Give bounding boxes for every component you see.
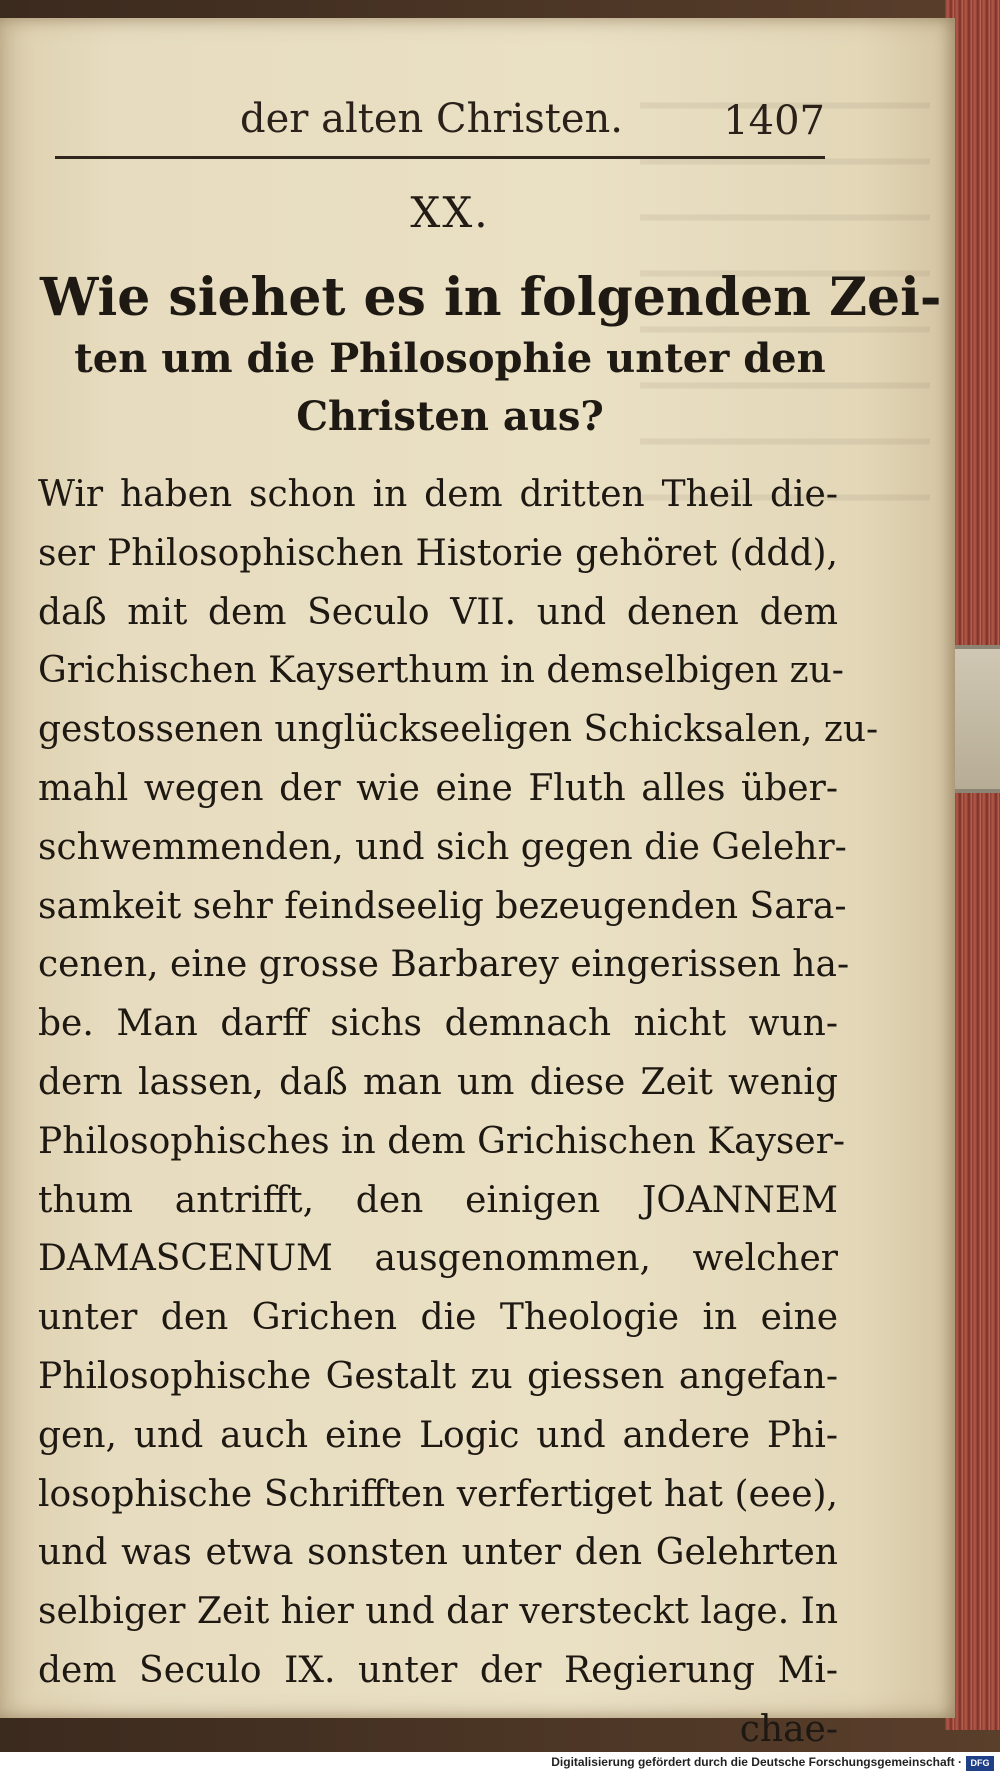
text-line: samkeit sehr feindseelig bezeugenden Sara- [38,885,847,927]
dfg-logo-icon: DFG [966,1756,994,1771]
body-text [38,466,879,1760]
text-line: Wir haben schon in dem dritten Theil die- [38,474,838,515]
book-page [0,18,955,1750]
text-line: DAMASCENUM ausgenommen, welcher [38,1238,838,1280]
heading-line: Wie siehet es in folgenden Zei- [40,267,942,328]
text-line: thum antrifft, den einigen JOANNEM [38,1179,838,1221]
heading-line: Christen aus? [296,393,604,440]
text-line: ser Philosophischen Historie gehöret (ddd), [38,532,838,574]
text-line: Philosophische Gestalt zu giessen angefan- [38,1355,838,1397]
text-line: selbiger Zeit hier und dar versteckt lage. In [38,1591,838,1633]
digitization-footer [0,1752,1000,1776]
text-line: gen, und auch eine Logic und andere Phi- [38,1414,838,1456]
text-line: gestossenen unglückseeligen Schicksalen, zu- [38,709,879,751]
text-line: schwemmenden, und sich gegen die Gelehr- [38,826,847,868]
catchword: chae- [739,1708,838,1750]
text-line: cenen, eine grosse Barbarey eingerissen ha- [38,944,850,986]
text-line: unter den Grichen die Theologie in eine [38,1297,838,1339]
text-line: mahl wegen der wie eine Fluth alles über- [38,767,838,809]
text-line: und was etwa sonsten unter den Gelehrten [38,1532,838,1574]
text-line: dem Seculo IX. unter der Regierung Mi- [38,1649,838,1691]
running-head [55,96,825,156]
running-head-title: der alten Christen. [240,96,624,142]
text-line: dern lassen, daß man um diese Zeit wenig [38,1061,838,1103]
chapter-heading [40,266,942,446]
text-line: daß mit dem Seculo VII. und denen dem [38,591,838,633]
footer-credit: Digitalisierung gefördert durch die Deutsche Forschungsgemeinschaft · [551,1755,962,1769]
chapter-number: XX. [410,188,490,237]
heading-line: ten um die Philosophie unter den [74,335,826,382]
page-number: 1407 [723,98,825,144]
text-line: losophische Schrifften verfertiget hat (eee), [38,1473,838,1515]
text-line: be. Man darff sichs demnach nicht wun- [38,1003,838,1045]
header-rule [55,156,825,159]
text-line: Philosophisches in dem Grichischen Kayser- [38,1120,846,1162]
text-line: Grichischen Kayserthum in demselbigen zu- [38,650,844,692]
